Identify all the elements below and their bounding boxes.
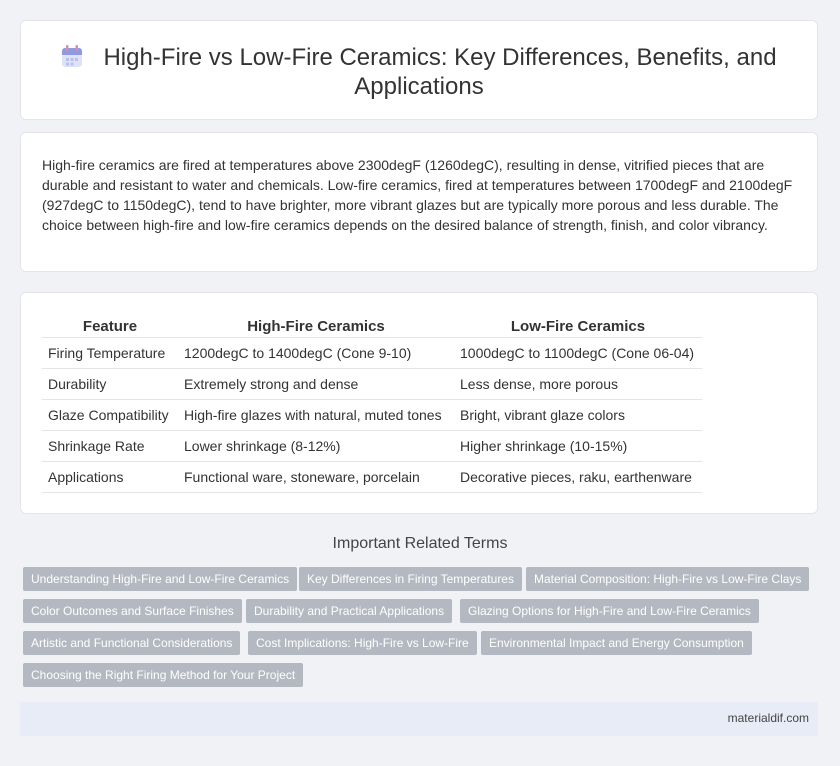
comparison-card [20, 292, 818, 514]
table-cell: Extremely strong and dense [178, 369, 454, 400]
related-term-tag[interactable]: Durability and Practical Applications [246, 599, 452, 623]
table-cell: Higher shrinkage (10-15%) [454, 431, 702, 462]
table-header-row [42, 315, 702, 338]
column-header-feature: Feature [82, 317, 138, 335]
table-cell: Lower shrinkage (8-12%) [178, 431, 454, 462]
table-cell: Glaze Compatibility [42, 400, 178, 431]
table-cell: 1000degC to 1100degC (Cone 06-04) [454, 338, 702, 369]
footer-site-link[interactable]: materialdif.com [727, 711, 809, 725]
comparison-table [42, 315, 702, 493]
table-cell: Less dense, more porous [454, 369, 702, 400]
page-title: High-Fire vs Low-Fire Ceramics: Key Differences, Benefits, and Applications [103, 44, 777, 100]
intro-card [20, 132, 818, 272]
related-term-tag[interactable]: Artistic and Functional Considerations [23, 631, 240, 655]
intro-paragraph: High-fire ceramics are fired at temperatures above 2300degF (1260degC), resulting in dense, vitrified pieces that are durable and resistant to water and chemicals. Low-fire ceramics, fired at temperatures between 1700degF and 2100degF (927degC to 1150degC), tend to have brighter, more vibrant glazes but are typically more porous and less durable. The choice between high-fire and low-fire ceramics depends on the desired balance of strength, finish, and color vibrancy. [42, 157, 793, 233]
table-row [42, 431, 702, 462]
table-cell: Bright, vibrant glaze colors [454, 400, 702, 431]
calendar-icon [61, 44, 83, 68]
footer [20, 702, 818, 736]
column-header-low-fire: Low-Fire Ceramics [510, 317, 646, 335]
table-cell: Firing Temperature [42, 338, 178, 369]
related-term-tag[interactable]: Cost Implications: High-Fire vs Low-Fire [248, 631, 477, 655]
related-term-tag[interactable]: Glazing Options for High-Fire and Low-Fire Ceramics [460, 599, 759, 623]
table-row [42, 338, 702, 369]
table-row [42, 462, 702, 493]
column-header-high-fire: High-Fire Ceramics [247, 317, 385, 335]
table-cell: Decorative pieces, raku, earthenware [454, 462, 702, 493]
related-term-tag[interactable]: Key Differences in Firing Temperatures [299, 567, 522, 591]
table-row [42, 400, 702, 431]
table-cell: Durability [42, 369, 178, 400]
related-term-tag[interactable]: Understanding High-Fire and Low-Fire Ceramics [23, 567, 297, 591]
related-term-tag[interactable]: Environmental Impact and Energy Consumption [481, 631, 752, 655]
table-row [42, 369, 702, 400]
header-card [20, 20, 818, 120]
related-term-tag[interactable]: Choosing the Right Firing Method for Your Project [23, 663, 303, 687]
related-term-tag[interactable]: Material Composition: High-Fire vs Low-Fire Clays [526, 567, 809, 591]
table-cell: 1200degC to 1400degC (Cone 9-10) [178, 338, 454, 369]
page-title-wrap [61, 43, 777, 101]
table-cell: Functional ware, stoneware, porcelain [178, 462, 454, 493]
related-terms-title: Important Related Terms [332, 535, 508, 552]
table-cell: Shrinkage Rate [42, 431, 178, 462]
table-cell: Applications [42, 462, 178, 493]
related-term-tag[interactable]: Color Outcomes and Surface Finishes [23, 599, 242, 623]
table-cell: High-fire glazes with natural, muted tones [178, 400, 454, 431]
